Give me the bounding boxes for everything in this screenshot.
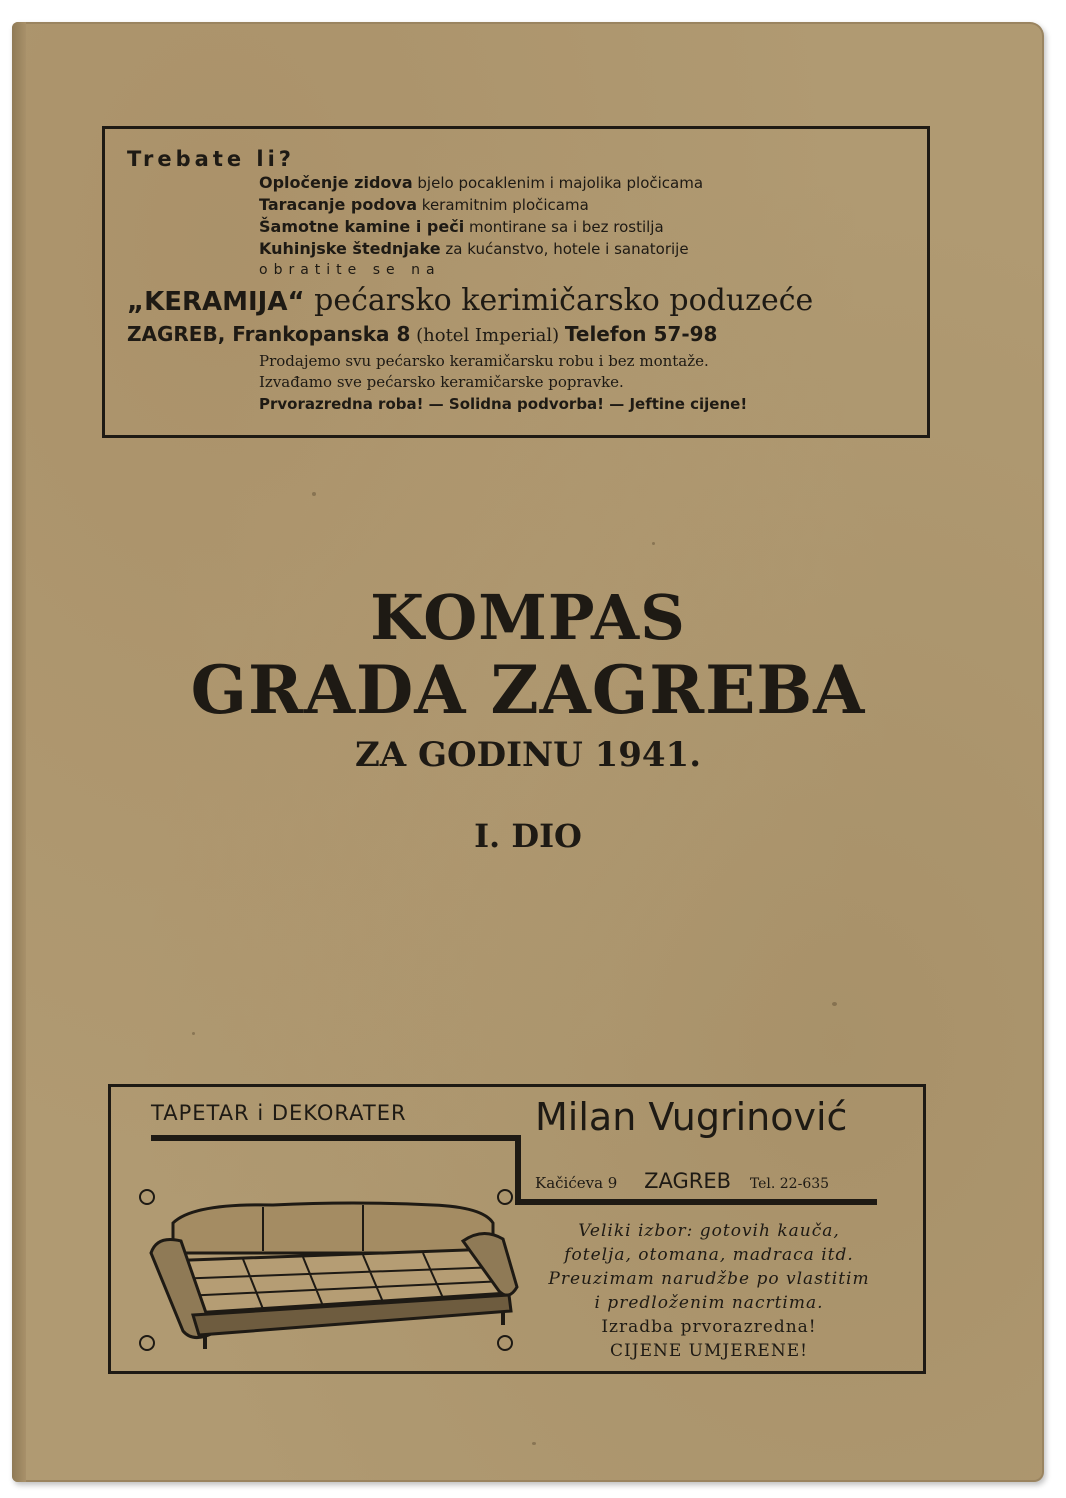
proprietor-address (535, 1169, 829, 1193)
desc-line: Veliki izbor: gotovih kauča, (578, 1221, 840, 1241)
city-name: ZAGREB (644, 1169, 732, 1193)
desc-line: fotelja, otomana, madraca itd. (564, 1245, 854, 1265)
company-name: „KERAMIJA“ (127, 287, 305, 317)
telephone: Tel. 22-635 (749, 1176, 830, 1192)
ad-keramija (102, 126, 930, 438)
screw-icon (140, 1336, 154, 1350)
company-description: pećarsko kerimičarsko poduzeće (304, 283, 814, 318)
offer-line-1: Prodajemo svu pećarsko keramičarsku robu i bez montaže. (259, 352, 709, 370)
service-detail: za kućanstvo, hotele i sanatorije (440, 240, 689, 258)
divider-rule (515, 1199, 877, 1205)
proprietor-name: Milan Vugrinović (535, 1095, 848, 1139)
ad-slogan: Prvorazredna roba! — Solidna podvorba! — Jeftine cijene! (259, 395, 748, 413)
prices-line: CIJENE UMJERENE! (610, 1341, 808, 1361)
screw-icon (140, 1190, 154, 1204)
screw-icon (498, 1336, 512, 1350)
service-line (259, 173, 907, 193)
paper-speck (192, 1032, 195, 1035)
service-line (259, 195, 907, 215)
ad-vugrinovic (108, 1084, 926, 1374)
title-line-1: KOMPAS (370, 581, 686, 654)
title-line-2: GRADA ZAGREBA (190, 651, 866, 729)
paper-speck (312, 492, 316, 496)
paper-speck (832, 1002, 837, 1006)
title-block (12, 582, 1044, 856)
company-line (127, 283, 907, 320)
ad-description (515, 1219, 903, 1363)
title-part: I. DIO (474, 817, 582, 855)
paper-speck (532, 1442, 536, 1445)
company-phone: Telefon 57-98 (564, 322, 718, 346)
address-line (127, 320, 907, 350)
street-address: Kačićeva 9 (535, 1174, 618, 1192)
trade-label: TAPETAR i DEKORATER (151, 1101, 407, 1125)
service-title: Šamotne kamine i peči (259, 217, 465, 236)
title-year: ZA GODINU 1941. (354, 735, 702, 775)
service-detail: montirane sa i bez rostilja (464, 218, 664, 236)
ad-question: Trebate li? (127, 147, 295, 171)
service-title: Kuhinjske štednjake (259, 239, 441, 258)
service-line (259, 217, 907, 237)
address-note: (hotel Imperial) (410, 325, 565, 346)
service-title: Opločenje zidova (259, 173, 413, 192)
book-cover (12, 22, 1044, 1482)
paper-speck (652, 542, 655, 545)
offer-line-2: Izvađamo sve pećarsko keramičarske popravke. (259, 373, 624, 391)
screw-icon (498, 1190, 512, 1204)
sofa-illustration (133, 1183, 521, 1359)
desc-line: Preuzimam narudžbe po vlastitim (548, 1269, 870, 1289)
service-line (259, 239, 907, 259)
sofa-back (173, 1203, 493, 1253)
company-address: ZAGREB, Frankopanska 8 (127, 322, 411, 346)
contact-prompt: obratite se na (259, 262, 441, 278)
quality-line: Izradba prvorazredna! (601, 1317, 817, 1337)
divider-rule (151, 1135, 519, 1141)
service-title: Taracanje podova (259, 195, 418, 214)
desc-line: i predloženim nacrtima. (594, 1293, 824, 1313)
service-detail: bjelo pocaklenim i majolika pločicama (412, 174, 704, 192)
service-detail: keramitnim pločicama (417, 196, 589, 214)
